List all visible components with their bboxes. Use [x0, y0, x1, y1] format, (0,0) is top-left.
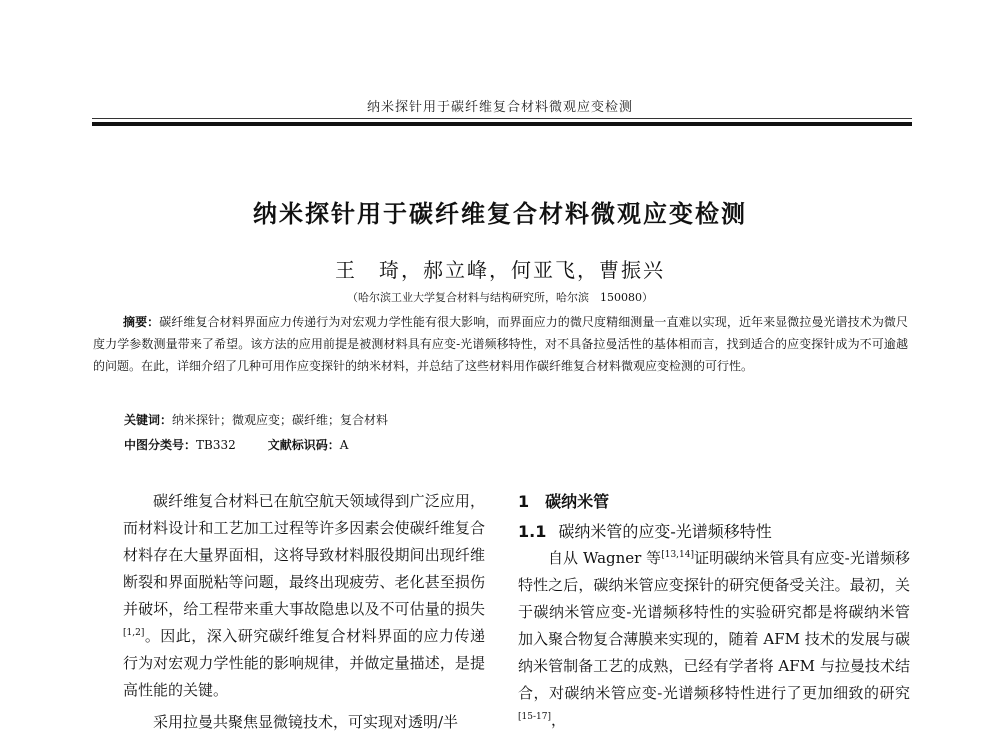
abstract-label: 摘要：: [123, 315, 160, 329]
classification: [124, 436, 348, 453]
abstract: [93, 311, 908, 377]
header-rule-thick: [92, 122, 912, 126]
keywords: [124, 411, 388, 428]
citation-13-14: [13,14]: [661, 550, 695, 560]
intro-p1-text-cont: 。因此，深入研究碳纤维复合材料界面的应力传递行为对宏观力学性能的影响规律，并做定量描述，是提高性能的关键。: [123, 627, 485, 699]
authors: 王 琦，郝立峰，何亚飞，曹振兴: [335, 258, 665, 282]
running-head: 纳米探针用于碳纤维复合材料微观应变检测: [366, 100, 633, 115]
subsection-number: 1.1: [518, 522, 547, 541]
intro-p1-text: 碳纤维复合材料已在航空航天领域得到广泛应用，而材料设计和工艺加工过程等许多因素会使碳纤维复合材料存在大量界面相，这将导致材料服役期间出现纤维断裂和界面脱粘等问题，最终出现疲劳、老化甚至损伤并破坏，给工程带来重大事故隐患以及不可估量的损失: [123, 492, 485, 618]
header-rule-thin: [92, 118, 912, 119]
section-paragraph-1: [518, 545, 910, 734]
doc-code-value: A: [339, 438, 349, 452]
section-p1-text-b: 证明碳纳米管具有应变-光谱频移特性之后，碳纳米管应变探针的研究便备受关注。最初，关于碳纳米管应变-光谱频移特性的实验研究都是将碳纳米管加入聚合物复合薄膜来实现的，随着 AFM 技术的发展与碳纳米管制备工艺的成熟，已经有学者将 AFM 与拉曼技术结合，对碳纳米管应变-光谱频移特性进行了更加细致的研究: [518, 549, 910, 702]
citation-15-17: [15-17]: [518, 712, 551, 722]
paper-title: 纳米探针用于碳纤维复合材料微观应变检测: [253, 200, 747, 228]
clc-label: 中图分类号：: [124, 438, 197, 452]
abstract-text: 碳纤维复合材料界面应力传递行为对宏观力学性能有很大影响，而界面应力的微尺度精细测量一直难以实现，近年来显微拉曼光谱技术为微尺度力学参数测量带来了希望。该方法的应用前提是被测材料具有应变-光谱频移特性，对不具备拉曼活性的基体相而言，找到适合的应变探针成为不可逾越的问题。在此，详细介绍了几种可用作应变探针的纳米材料，并总结了这些材料用作碳纤维复合材料微观应变检测的可行性。: [93, 315, 908, 373]
section-p1-text-a: 自从 Wagner 等: [548, 549, 662, 567]
section-heading-1: 1 碳纳米管: [518, 492, 610, 511]
body-right-column: [518, 488, 910, 734]
intro-paragraph-1: [123, 488, 485, 704]
intro-paragraph-2: 采用拉曼共聚焦显微镜技术，可实现对透明/半: [153, 713, 459, 731]
affiliation: （哈尔滨工业大学复合材料与结构研究所，哈尔滨 150080）: [347, 291, 653, 304]
subsection-heading-1-1: [518, 518, 910, 545]
body-left-column: [123, 488, 485, 736]
keywords-text: 纳米探针；微观应变；碳纤维；复合材料: [172, 413, 389, 427]
clc-value: TB332: [196, 438, 236, 452]
citation-1-2: [1,2]: [123, 628, 145, 638]
keywords-label: 关键词：: [124, 413, 173, 427]
section-p1-text-c: ，: [550, 711, 566, 729]
subsection-title: 碳纳米管的应变-光谱频移特性: [558, 522, 772, 541]
doc-code-label: 文献标识码：: [267, 438, 340, 452]
